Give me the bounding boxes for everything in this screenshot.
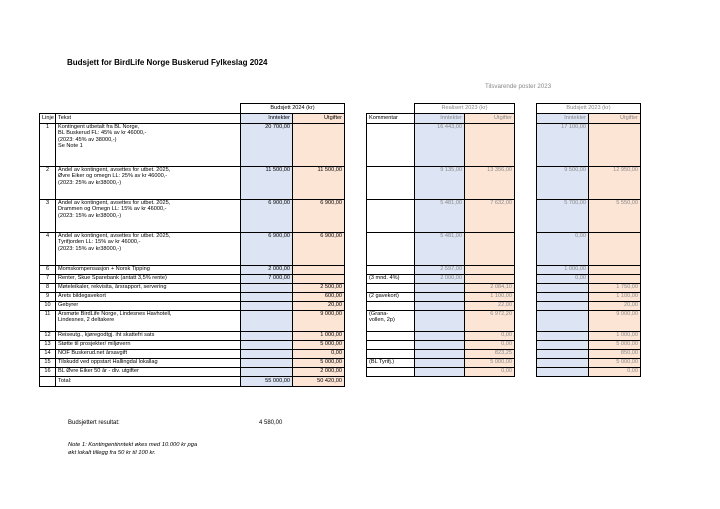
cell-line: Andel av kontingent, avsettes for utbet. 2025,: [58, 167, 171, 173]
table-row: [367, 341, 515, 350]
total-spacer: [40, 377, 56, 387]
budget-expense-cell: 5 000,00: [589, 341, 641, 350]
comment-cell: [367, 233, 415, 266]
budget-2024-table: [39, 103, 345, 387]
row-text: [56, 332, 241, 341]
comment-cell: [367, 266, 415, 275]
cell-line: Andel av kontingent, avsettes for utbet. 2025,: [58, 233, 171, 239]
cell-line: (BL Tyrifj.): [369, 359, 395, 365]
budget-expense-cell: 20,00: [589, 302, 641, 311]
note-line: økt lokalt tillegg fra 50 kr til 100 kr.: [68, 450, 156, 456]
row-text: [56, 311, 241, 332]
realized-expense-cell: 13 356,00: [465, 167, 515, 200]
table-row: [537, 167, 641, 200]
total-row: [40, 377, 345, 387]
line-number: 11: [40, 311, 56, 332]
table-row: [40, 293, 345, 302]
table-row: [40, 124, 345, 167]
cell-line: Øvre Eiker og omegn LL: 25% av kr 46000,-: [58, 173, 168, 180]
comment-cell: [367, 124, 415, 167]
table-row: [537, 359, 641, 368]
table-row: [40, 200, 345, 233]
col-expense-header: Utgifter: [465, 114, 515, 124]
table-row: [40, 266, 345, 275]
total-label: Total:: [56, 377, 241, 387]
note-line: Note 1: Kontingentinntekt økes med 10.000 kr pga: [68, 442, 198, 448]
cell-line: (2 gavekort): [369, 293, 399, 299]
realized-expense-cell: 5 000,00: [465, 359, 515, 368]
table-row: [367, 302, 515, 311]
budget-income-cell: [537, 293, 589, 302]
row-text: [56, 359, 241, 368]
line-number: 13: [40, 341, 56, 350]
line-number: 12: [40, 332, 56, 341]
cell-line: (3 mnd. 4%): [369, 275, 400, 281]
budget-expense-cell: 5 550,00: [589, 200, 641, 233]
col-income-header: Inntekter: [241, 114, 293, 124]
table-row: [367, 266, 515, 275]
budget-expense-cell: [589, 275, 641, 284]
realized-expense-cell: [465, 124, 515, 167]
row-text: [56, 266, 241, 275]
row-text: [56, 350, 241, 359]
table-row: [367, 368, 515, 377]
cell-line: Tilskudd ved oppstart Hallingdal lokallag: [58, 359, 158, 365]
budget-expense-cell: 1 000,00: [589, 332, 641, 341]
realized-expense-cell: 0,00: [465, 332, 515, 341]
line-number: 8: [40, 284, 56, 293]
comment-cell: [367, 302, 415, 311]
result-label: Budsjettert resultat:: [68, 420, 120, 426]
cell-line: BL Buskerud FL: 45% av kr 46000,-: [58, 130, 147, 137]
budget-income-cell: 0,00: [537, 233, 589, 266]
expense-cell: 0,00: [293, 350, 345, 359]
table-row: [537, 368, 641, 377]
income-cell: [241, 368, 293, 377]
realized-income-cell: [415, 302, 465, 311]
table-row: [367, 350, 515, 359]
cell-line: Tyrifjorden LL: 15% av kr 46000,-: [58, 239, 141, 246]
expense-cell: 2 000,00: [293, 368, 345, 377]
budget-income-cell: [537, 284, 589, 293]
line-number: 14: [40, 350, 56, 359]
budget-expense-cell: 5 000,00: [589, 359, 641, 368]
realized-expense-cell: 1 100,00: [465, 293, 515, 302]
row-text: [56, 233, 241, 266]
income-cell: 6 900,00: [241, 233, 293, 266]
table-row: [367, 167, 515, 200]
income-cell: [241, 359, 293, 368]
table-row: [537, 266, 641, 275]
expense-cell: 5 000,00: [293, 359, 345, 368]
row-text: [56, 124, 241, 167]
budget-2023-header: Budsjett 2023 (kr): [537, 104, 641, 114]
comment-realized-table: [366, 103, 515, 377]
row-text: [56, 368, 241, 377]
cell-line: (2023: 45% av 38000,-): [58, 136, 117, 143]
realized-income-cell: [415, 368, 465, 377]
table-row: [537, 341, 641, 350]
realized-income-cell: [415, 284, 465, 293]
table-row: [40, 302, 345, 311]
comment-cell: [367, 200, 415, 233]
col-income-header: Inntekter: [415, 114, 465, 124]
table-row: [537, 293, 641, 302]
comment-cell: [367, 368, 415, 377]
line-number: 9: [40, 293, 56, 302]
income-cell: 20 700,00: [241, 124, 293, 167]
table-row: [40, 284, 345, 293]
income-cell: [241, 350, 293, 359]
budget-income-cell: 17 100,00: [537, 124, 589, 167]
col-comment-header: Kommentar: [367, 114, 415, 124]
realized-income-cell: [415, 341, 465, 350]
budget-income-cell: 1 000,00: [537, 266, 589, 275]
table-row: [367, 233, 515, 266]
realized-expense-cell: [465, 266, 515, 275]
cell-line: Kontingent utbetalt fra BL Norge,: [58, 124, 140, 130]
budget-expense-cell: [589, 266, 641, 275]
table-row: [367, 200, 515, 233]
table-row: [40, 359, 345, 368]
cell-line: Gebyrer: [58, 302, 79, 308]
expense-cell: 5 000,00: [293, 341, 345, 350]
budget-income-cell: [537, 302, 589, 311]
cell-line: Årsmøte BirdLife Norge, Lindesnes Havhotell,: [58, 311, 172, 317]
total-expense: 50 420,00: [293, 377, 345, 387]
income-cell: [241, 302, 293, 311]
income-cell: [241, 284, 293, 293]
budget-income-cell: [537, 359, 589, 368]
table-row: [367, 284, 515, 293]
realized-income-cell: [415, 359, 465, 368]
table-row: [367, 311, 515, 332]
table-row: [367, 124, 515, 167]
table-row: [367, 293, 515, 302]
spacer: [40, 104, 241, 114]
realized-income-cell: [415, 293, 465, 302]
comment-cell: [367, 275, 415, 284]
expense-cell: 2 500,00: [293, 284, 345, 293]
income-cell: [241, 332, 293, 341]
line-number: 2: [40, 167, 56, 200]
cell-line: Reiseutg., kjøregodtgj. iht skattefri sats: [58, 332, 155, 338]
cell-line: Renter, Skue Sparebank (antatt 3,5% rente): [58, 275, 167, 281]
row-text: [56, 167, 241, 200]
table-row: [40, 275, 345, 284]
row-text: [56, 341, 241, 350]
table-row: [367, 359, 515, 368]
col-text-header: Tekst: [56, 114, 241, 124]
cell-line: Se Note 1: [58, 143, 83, 150]
table-row: [537, 284, 641, 293]
realized-income-cell: 2 000,00: [415, 275, 465, 284]
spacer: [367, 104, 415, 114]
total-income: 55 000,00: [241, 377, 293, 387]
cell-line: Momskompensasjon + Norsk Tipping: [58, 266, 150, 272]
expense-cell: 1 000,00: [293, 332, 345, 341]
cell-line: (Grana-: [369, 311, 389, 317]
realized-expense-cell: 823,25: [465, 350, 515, 359]
realized-income-cell: [415, 332, 465, 341]
expense-cell: [293, 124, 345, 167]
comment-cell: [367, 332, 415, 341]
expense-cell: 6 900,00: [293, 233, 345, 266]
budget-expense-cell: [589, 124, 641, 167]
table-row: [40, 341, 345, 350]
table-row: [537, 350, 641, 359]
realized-expense-cell: 6 972,20: [465, 311, 515, 332]
budget-income-cell: 9 500,00: [537, 167, 589, 200]
comment-cell: [367, 350, 415, 359]
expense-cell: 11 500,00: [293, 167, 345, 200]
cell-line: (2023: 15% av kr38000,-): [58, 245, 122, 252]
cell-line: vollen, 2p): [369, 317, 395, 324]
table-row: [40, 350, 345, 359]
cell-line: Drammen og Omegn LL: 15% av kr 46000,-: [58, 206, 167, 213]
realized-income-cell: 5 481,00: [415, 200, 465, 233]
realized-income-cell: [415, 311, 465, 332]
budget-income-cell: [537, 341, 589, 350]
cell-line: NOF Buskerud.net årsavgift: [58, 350, 128, 356]
comparison-subtitle: Tilsvarende poster 2023: [485, 83, 552, 90]
income-cell: 11 500,00: [241, 167, 293, 200]
expense-cell: 9 000,00: [293, 311, 345, 332]
realized-income-cell: 9 135,00: [415, 167, 465, 200]
line-number: 15: [40, 359, 56, 368]
col-expense-header: Utgifter: [589, 114, 641, 124]
table-row: [537, 200, 641, 233]
note-1: [68, 441, 268, 457]
comment-cell: [367, 167, 415, 200]
table-row: [537, 311, 641, 332]
comment-cell: [367, 359, 415, 368]
expense-cell: [293, 275, 345, 284]
realized-income-cell: [415, 350, 465, 359]
expense-cell: 20,00: [293, 302, 345, 311]
expense-cell: 6 900,00: [293, 200, 345, 233]
realized-expense-cell: 0,00: [465, 341, 515, 350]
realized-income-cell: 16 443,00: [415, 124, 465, 167]
budget-expense-cell: 850,00: [589, 350, 641, 359]
page-title: Budsjett for BirdLife Norge Buskerud Fylkeslag 2024: [67, 58, 268, 67]
realized-expense-cell: [465, 275, 515, 284]
budget-expense-cell: 1 100,00: [589, 293, 641, 302]
realized-expense-cell: 0,00: [465, 368, 515, 377]
realized-expense-cell: 7 632,00: [465, 200, 515, 233]
line-number: 16: [40, 368, 56, 377]
row-text: [56, 293, 241, 302]
col-income-header: Inntekter: [537, 114, 589, 124]
result-value: 4 580,00: [259, 420, 283, 426]
budget-expense-cell: 9 000,00: [589, 311, 641, 332]
line-number: 3: [40, 200, 56, 233]
table-row: [537, 233, 641, 266]
income-cell: [241, 311, 293, 332]
budget-income-cell: [537, 311, 589, 332]
table-row: [537, 302, 641, 311]
budget-expense-cell: 12 950,00: [589, 167, 641, 200]
row-text: [56, 302, 241, 311]
table-row: [537, 332, 641, 341]
expense-cell: [293, 266, 345, 275]
cell-line: BL Øvre Eiker 50 år - div. utgifter: [58, 368, 139, 374]
income-cell: [241, 341, 293, 350]
income-cell: 6 900,00: [241, 200, 293, 233]
line-number: 6: [40, 266, 56, 275]
income-cell: 7 000,00: [241, 275, 293, 284]
budget-expense-cell: 0,00: [589, 368, 641, 377]
col-line-header: Linje: [40, 114, 56, 124]
table-row: [367, 275, 515, 284]
table-row: [40, 167, 345, 200]
table-row: [537, 275, 641, 284]
table-row: [40, 233, 345, 266]
budget-income-cell: 0,00: [537, 275, 589, 284]
comment-cell: [367, 293, 415, 302]
cell-line: Støtte til prosjekter/ miljøvern: [58, 341, 131, 347]
cell-line: (2023: 15% av kr38000,-): [58, 212, 122, 219]
budget-expense-cell: 1 750,00: [589, 284, 641, 293]
table-row: [40, 311, 345, 332]
expense-cell: 600,00: [293, 293, 345, 302]
cell-line: (2023: 25% av kr38000,-): [58, 179, 122, 186]
budget-2024-header: Budsjett 2024 (kr): [241, 104, 345, 114]
realized-income-cell: 2 597,00: [415, 266, 465, 275]
budget-income-cell: [537, 332, 589, 341]
cell-line: Årets bildegavekort: [58, 293, 106, 299]
budget-2023-table: [536, 103, 641, 377]
realized-expense-cell: [465, 233, 515, 266]
line-number: 10: [40, 302, 56, 311]
table-row: [367, 332, 515, 341]
realized-expense-cell: 22,00: [465, 302, 515, 311]
table-row: [40, 332, 345, 341]
budget-income-cell: 5 700,00: [537, 200, 589, 233]
income-cell: [241, 293, 293, 302]
comment-cell: [367, 284, 415, 293]
col-expense-header: Utgifter: [293, 114, 345, 124]
line-number: 7: [40, 275, 56, 284]
row-text: [56, 284, 241, 293]
row-text: [56, 200, 241, 233]
table-row: [537, 124, 641, 167]
cell-line: Lindesnes, 2 deltakere: [58, 317, 115, 324]
budget-income-cell: [537, 368, 589, 377]
budget-expense-cell: [589, 233, 641, 266]
income-cell: 2 000,00: [241, 266, 293, 275]
realized-income-cell: 5 481,00: [415, 233, 465, 266]
comment-cell: [367, 341, 415, 350]
comment-cell: [367, 311, 415, 332]
line-number: 1: [40, 124, 56, 167]
realized-2023-header: Realisert 2023 (kr): [415, 104, 515, 114]
realized-expense-cell: 2 084,10: [465, 284, 515, 293]
budget-income-cell: [537, 350, 589, 359]
cell-line: Andel av kontingent, avsettes for utbet. 2025,: [58, 200, 171, 206]
cell-line: Møteleikaler, rekvisita, årsrapport, servering: [58, 284, 167, 290]
row-text: [56, 275, 241, 284]
line-number: 4: [40, 233, 56, 266]
table-row: [40, 368, 345, 377]
